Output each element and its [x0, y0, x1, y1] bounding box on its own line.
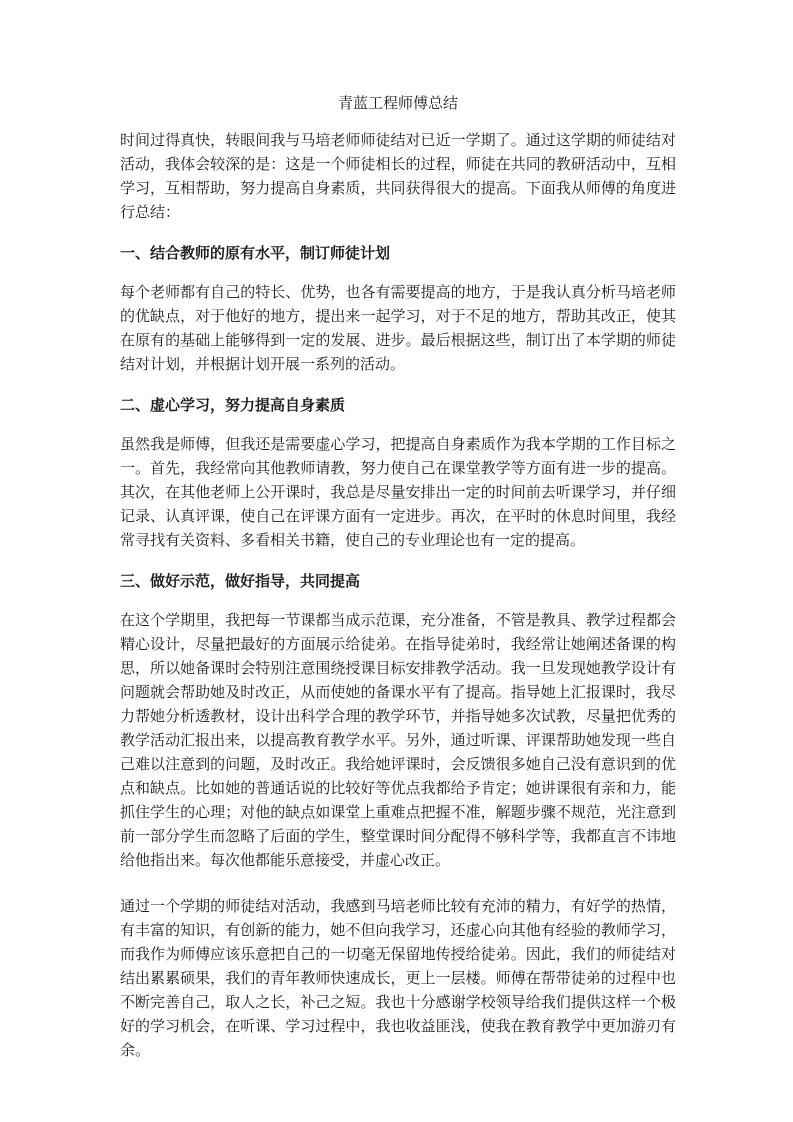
document-page: [120, 92, 676, 1079]
intro-paragraph: 时间过得真快，转眼间我与马培老师师徒结对已近一学期了。通过这学期的师徒结对活动，我体会较深的是：这是一个师徒相长的过程，师徒在共同的教研活动中，互相学习，互相帮助，努力提高自身素质，共同获得很大的提高。下面我从师傅的角度进行总结：: [120, 131, 676, 221]
section-3-body: 在这个学期里，我把每一节课都当成示范课，充分准备，不管是教具、教学过程都会精心设计，尽量把最好的方面展示给徒弟。在指导徒弟时，我经常让她阐述备课的构思，所以她备课时会特别注意围绕授课目标安排教学活动。我一旦发现她教学设计有问题就会帮助她及时改正，从而使她的备课水平有了提高。指导她上汇报课时，我尽力帮她分析透教材，设计出科学合理的教学环节，并指导她多次试教，尽量把优秀的教学活动汇报出来，以提高教育教学水平。另外，通过听课、评课帮助她发现一些自己难以注意到的问题，及时改正。我给她评课时，会反馈很多她自己没有意识到的优点和缺点。比如她的普通话说的比较好等优点我都给予肯定；她讲课很有亲和力，能抓住学生的心理；对他的缺点如课堂上重难点把握不准，解题步骤不规范，光注意到前一部分学生而忽略了后面的学生，整堂课时间分配得不够科学等，我都直言不讳地给他指出来。每次他都能乐意接受，并虚心改正。: [120, 611, 676, 869]
section-2-body: 虽然我是师傅，但我还是需要虚心学习，把提高自身素质作为我本学期的工作目标之一。首先，我经常向其他教师请教，努力使自己在课堂教学等方面有进一步的提高。其次，在其他老师上公开课时，我总是尽量安排出一定的时间前去听课学习，并仔细记录、认真评课，使自己在评课方面有一定进步。再次，在平时的休息时间里，我经常寻找有关资料、多看相关书籍，使自己的专业理论也有一定的提高。: [120, 435, 676, 549]
document-title: 青蓝工程师傅总结: [337, 94, 458, 112]
section-1-body: 每个老师都有自己的特长、优势，也各有需要提高的地方，于是我认真分析马培老师的优缺点，对于他好的地方，提出来一起学习，对于不足的地方，帮助其改正，使其在原有的基础上能够得到一定的发展、进步。最后根据这些，制订出了本学期的师徒结对计划，并根据计划开展一系列的活动。: [120, 283, 676, 373]
conclusion-paragraph: 通过一个学期的师徒结对活动，我感到马培老师比较有充沛的精力，有好学的热情，有丰富的知识，有创新的能力，她不但向我学习，还虚心向其他有经验的教师学习，而我作为师傅应该乐意把自己的一切毫无保留地传授给徒弟。因此，我们的师徒结对结出累累硕果，我们的青年教师快速成长，更上一层楼。师傅在帮带徒弟的过程中也不断完善自己，取人之长，补己之短。我也十分感谢学校领导给我们提供这样一个极好的学习机会，在听课、学习过程中，我也收益匪浅，使我在教育教学中更加游刃有余。: [120, 897, 676, 1059]
section-2-heading: 二、虚心学习，努力提高自身素质: [120, 396, 346, 414]
section-3-heading: 三、做好示范，做好指导，共同提高: [120, 572, 361, 590]
section-1-heading: 一、结合教师的原有水平，制订师徒计划: [120, 244, 391, 262]
